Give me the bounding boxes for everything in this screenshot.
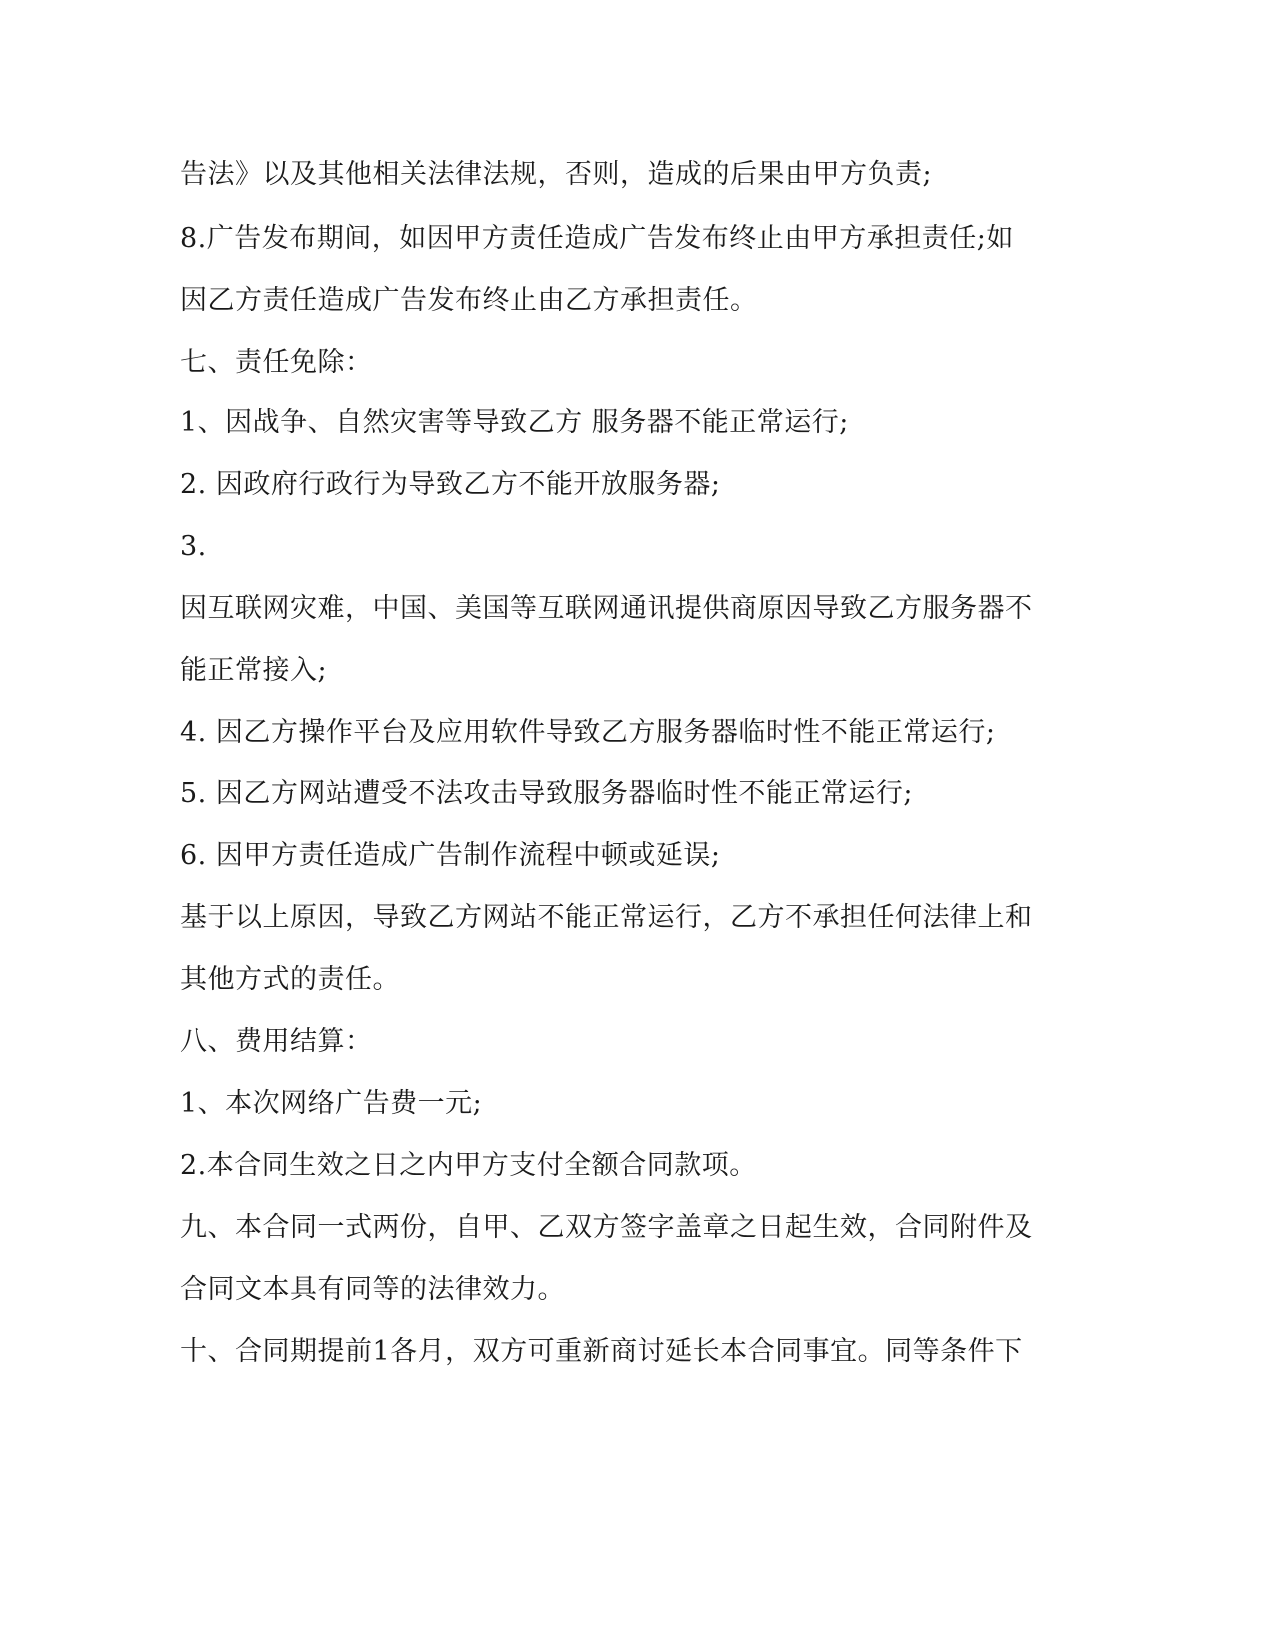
text-line: 基于以上原因，导致乙方网站不能正常运行，乙方不承担任何法律上和 — [180, 902, 1033, 933]
text-line: 5. 因乙方网站遭受不法攻击导致服务器临时性不能正常运行; — [180, 778, 913, 809]
text-line: 九、本合同一式两份，自甲、乙双方签字盖章之日起生效，合同附件及 — [180, 1212, 1033, 1243]
text-line: 1、本次网络广告费一元; — [180, 1088, 483, 1119]
text-line: 其他方式的责任。 — [180, 964, 400, 995]
text-line: 告法》以及其他相关法律法规，否则，造成的后果由甲方负责; — [180, 159, 933, 190]
section-heading: 八、费用结算： — [180, 1026, 373, 1057]
text-line: 2. 因政府行政行为导致乙方不能开放服务器; — [180, 469, 721, 500]
text-line: 因乙方责任造成广告发布终止由乙方承担责任。 — [180, 285, 758, 316]
text-line: 3. — [180, 531, 207, 562]
text-line: 6. 因甲方责任造成广告制作流程中顿或延误; — [180, 840, 721, 871]
text-line: 合同文本具有同等的法律效力。 — [180, 1274, 565, 1305]
text-line: 能正常接入; — [180, 655, 328, 686]
text-line: 4. 因乙方操作平台及应用软件导致乙方服务器临时性不能正常运行; — [180, 717, 996, 748]
section-heading: 七、责任免除： — [180, 347, 373, 378]
text-line: 8.广告发布期间，如因甲方责任造成广告发布终止由甲方承担责任;如 — [180, 223, 1014, 254]
text-line: 2.本合同生效之日之内甲方支付全额合同款项。 — [180, 1150, 757, 1181]
text-line: 1、因战争、自然灾害等导致乙方 服务器不能正常运行; — [180, 407, 849, 438]
text-line: 因互联网灾难，中国、美国等互联网通讯提供商原因导致乙方服务器不 — [180, 593, 1033, 624]
text-line: 十、合同期提前1各月，双方可重新商讨延长本合同事宜。同等条件下 — [180, 1336, 1023, 1367]
